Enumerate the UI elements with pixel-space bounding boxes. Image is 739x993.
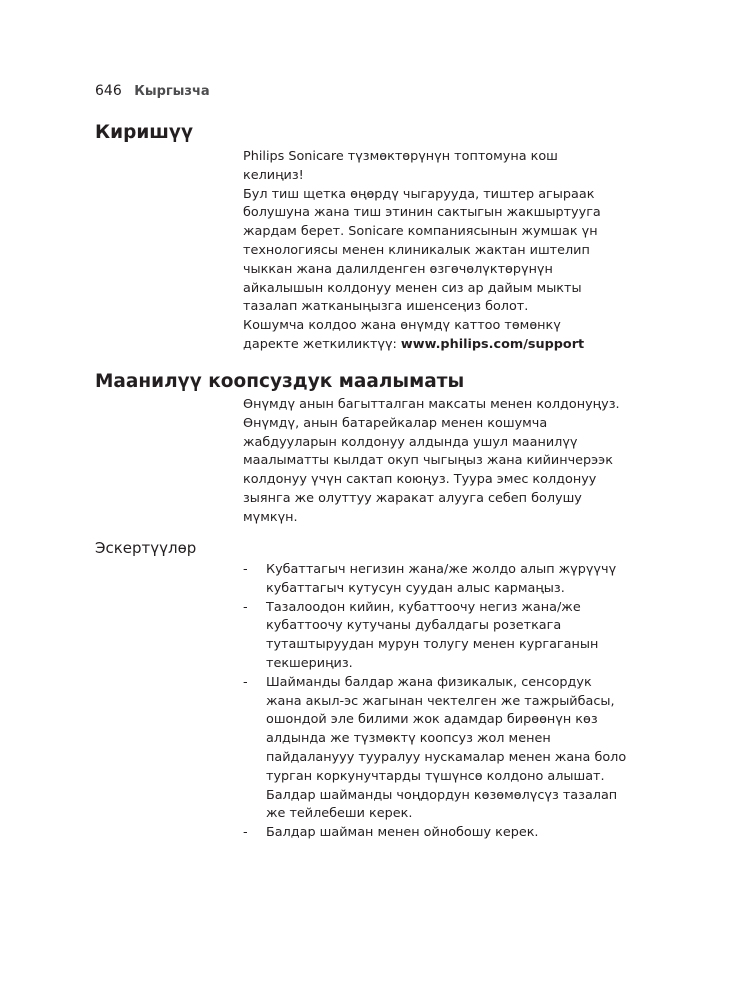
warning-line: Тазалоодон кийин, кубаттоочу негиз жана/же — [266, 599, 581, 615]
warnings-list — [243, 561, 626, 843]
support-url-link[interactable]: www.philips.com/support — [400, 336, 585, 352]
warning-line: Балдар шайманды чоңдордун көзөмөлүсүз тазалап — [266, 787, 618, 803]
warning-line: текшериңиз. — [266, 655, 353, 671]
intro-line: келиңиз! — [243, 167, 304, 183]
safety-line: Өнүмдү, анын батарейкалар менен кошумча — [243, 415, 548, 431]
intro-line: тазалап жатканыңызга ишенсеңиз болот. — [243, 299, 529, 315]
safety-line: зыянга же олуттуу жаракат алууга себеп болушу — [243, 490, 582, 506]
bullet-dash: - — [243, 825, 248, 841]
intro-line: айкалышын колдонуу менен сиз ар дайым мыкты — [243, 280, 582, 296]
warnings-title: Эскертүүлөр — [95, 539, 197, 557]
intro-line: технологиясы менен клиникалык жактан иштелип — [243, 242, 590, 258]
warning-line: Балдар шайман менен ойнобошу керек. — [266, 825, 539, 841]
warning-line: кубаттоочу кутучаны дубалдагы розеткага — [266, 618, 562, 634]
warning-item — [243, 599, 626, 674]
safety-line: жабдууларын колдонуу алдында ушул маанилүү — [243, 434, 578, 450]
warning-line: Шайманды балдар жана физикалык, сенсордук — [266, 674, 592, 690]
warning-line: кубаттагыч кутусун суудан алыс кармаңыз. — [266, 580, 565, 596]
warning-item — [243, 824, 626, 843]
intro-body — [243, 148, 653, 355]
intro-line: Кошумча колдоо жана өнүмдү каттоо төмөнкү — [243, 318, 561, 334]
intro-line: жардам берет. Sonicare компаниясынын жумшак үн — [243, 224, 598, 240]
page-number: 646 — [95, 83, 122, 99]
safety-title: Маанилүү коопсуздук маалыматы — [95, 371, 465, 392]
safety-line: маалыматты кылдат окуп чыгыңыз жана кийинчерээк — [243, 453, 613, 469]
intro-title: Киришүү — [95, 122, 194, 143]
intro-line: Philips Sonicare түзмөктөрүнүн топтомуна кош — [243, 149, 558, 164]
warning-line: жана акыл-эс жагынан чектелген же тажрыйбасы, — [266, 693, 615, 709]
safety-line: колдонуу үчүн сактап коюңуз. Туура эмес колдонуу — [243, 472, 597, 488]
intro-line: чыккан жана далилденген өзгөчөлүктөрүнүн — [243, 261, 553, 277]
warning-item — [243, 561, 626, 599]
safety-line: Өнүмдү анын багытталган максаты менен колдонуңуз. — [243, 397, 620, 412]
safety-line: мүмкүн. — [243, 509, 298, 525]
page-header — [95, 82, 210, 101]
header-language: Кыргызча — [134, 84, 210, 99]
bullet-dash: - — [243, 599, 248, 615]
safety-body — [243, 396, 653, 528]
bullet-dash: - — [243, 674, 248, 690]
intro-line: Бул тиш щетка өңөрдү чыгарууда, тиштер агыраак — [243, 186, 595, 202]
warning-line: ошондой эле билими жок адамдар бирөөнүн көз — [266, 712, 598, 728]
intro-support-prefix: даректе жеткиликтүү: — [243, 336, 401, 352]
warning-line: же тейлебеши керек. — [266, 806, 413, 822]
intro-line: болушуна жана тиш этинин сактыгын жакшыртууга — [243, 205, 601, 221]
warning-line: Кубаттагыч негизин жана/же жолдо алып жүрүүчү — [266, 562, 617, 577]
intro-support-line — [243, 336, 653, 355]
warning-line: алдында же түзмөктү коопсуз жол менен — [266, 731, 551, 747]
warning-line: турган коркунучтарды түшүнсө колдоно алышат. — [266, 768, 605, 784]
warning-item — [243, 674, 626, 824]
bullet-dash: - — [243, 562, 248, 577]
warning-line: туташтыруудан мурун толугу менен кургаганын — [266, 637, 599, 653]
warning-line: пайдаланууу тууралуу нускамалар менен жана боло — [266, 749, 627, 765]
